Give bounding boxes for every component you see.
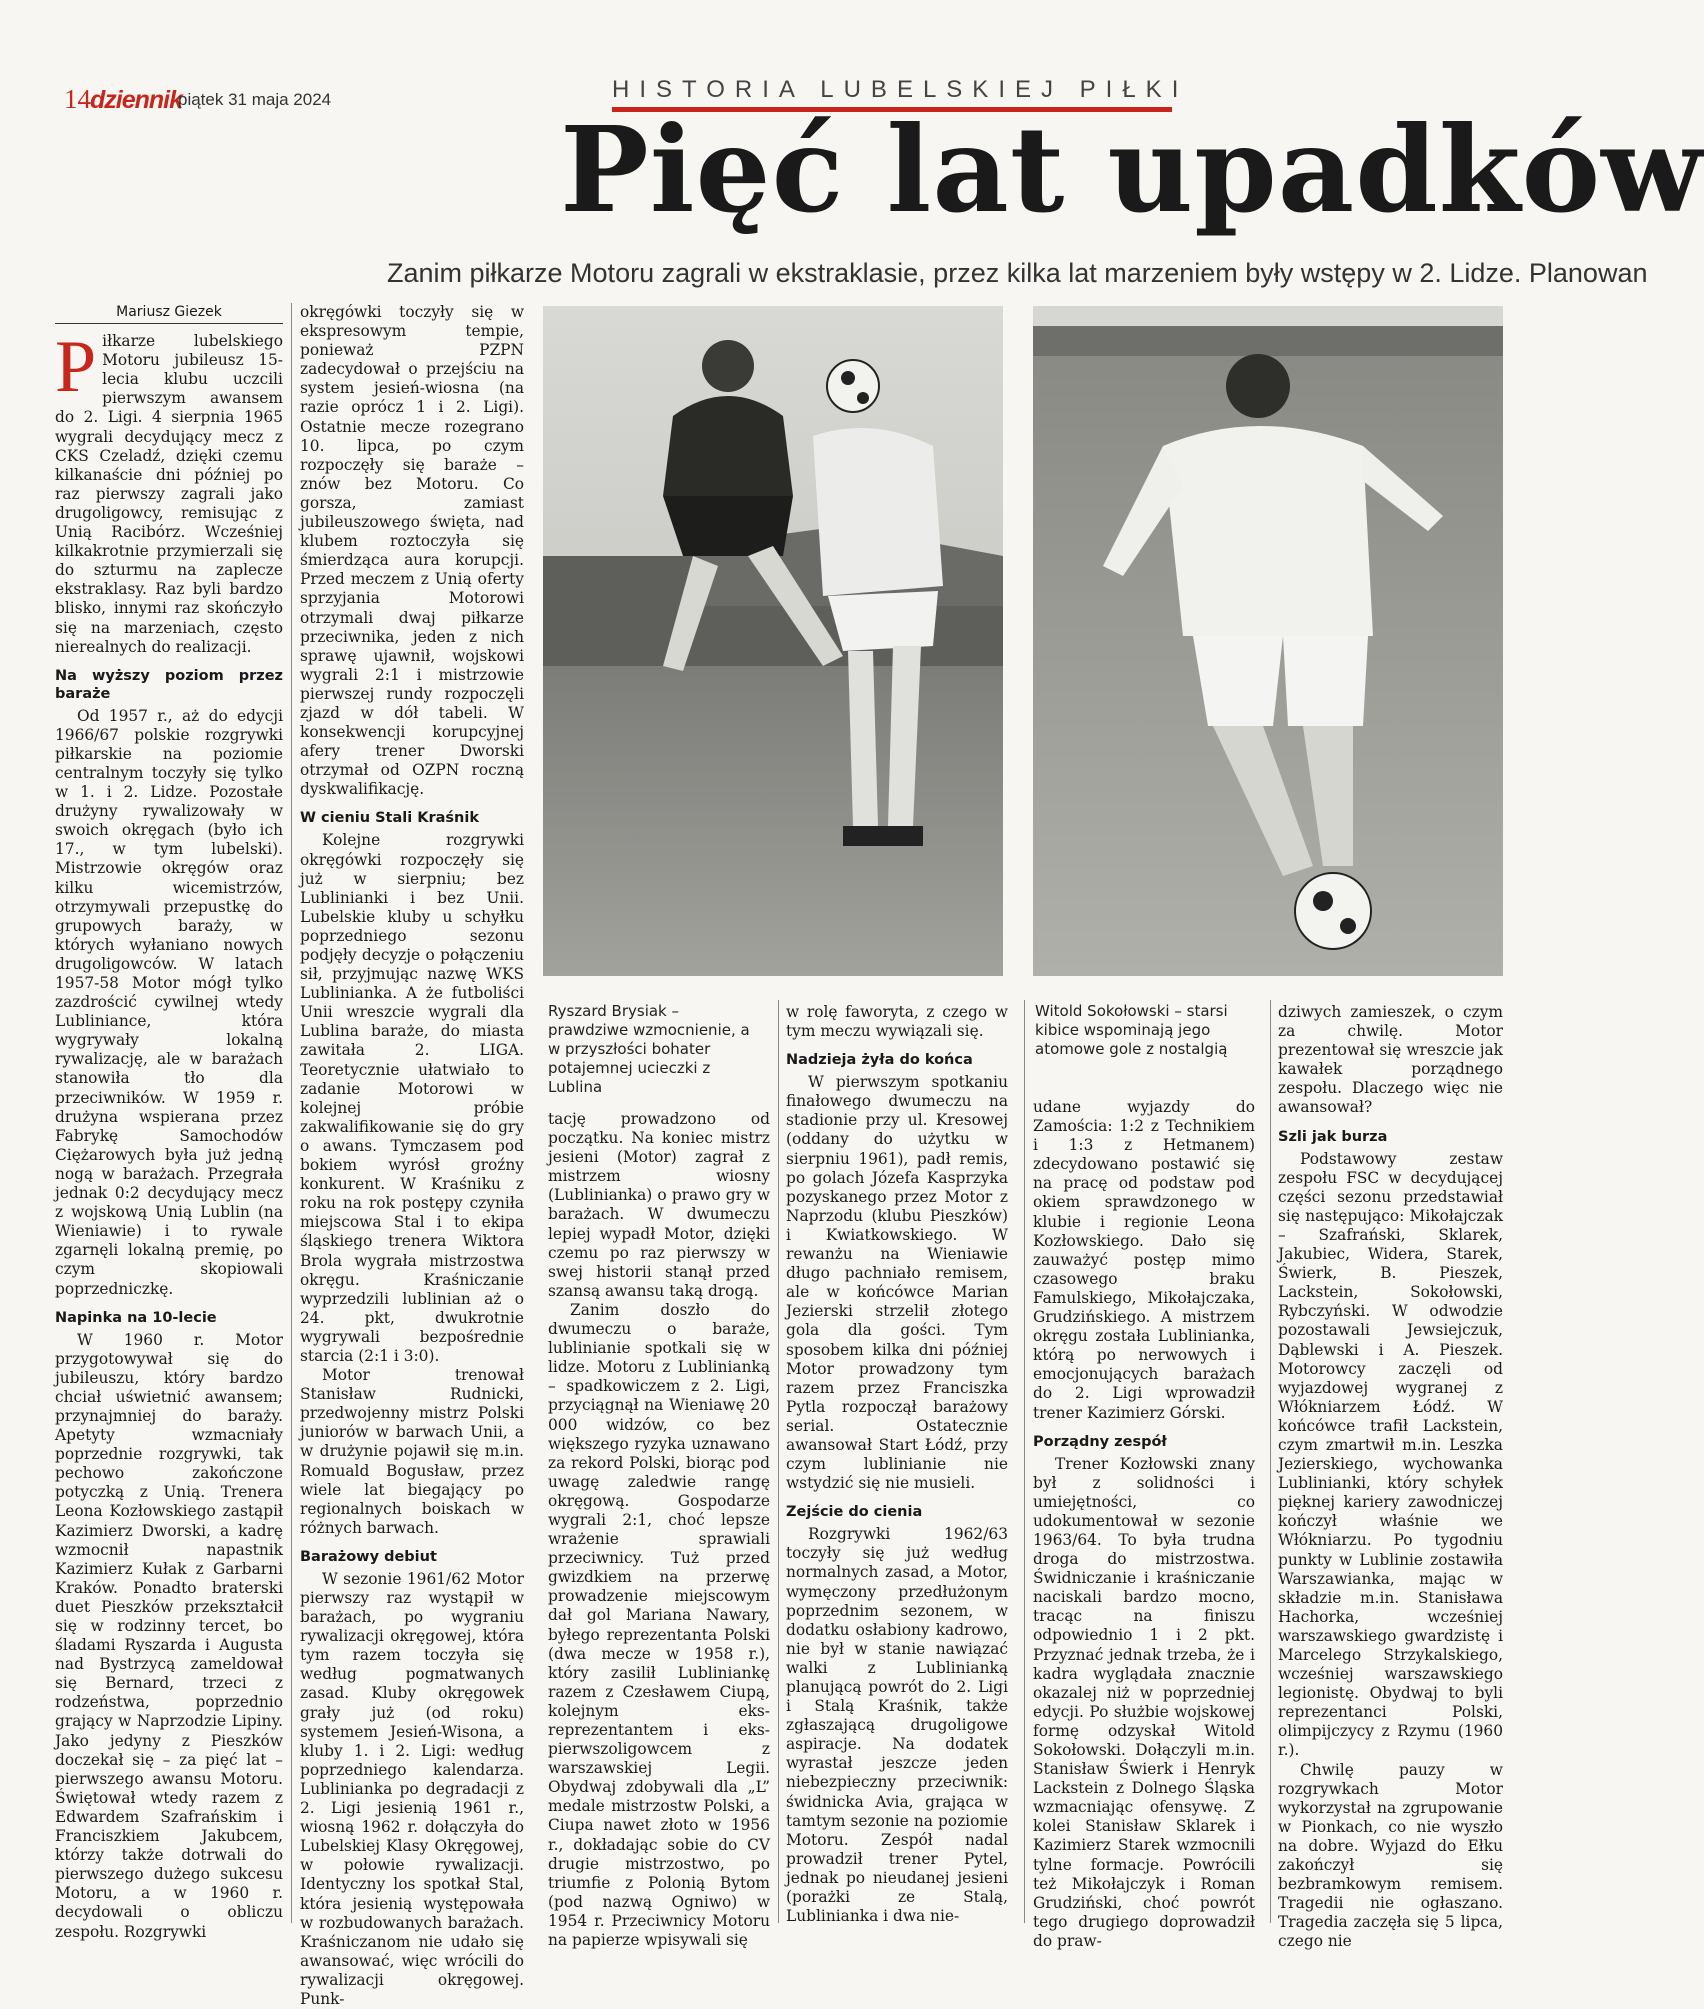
subheading: W cieniu Stali Kraśnik [300, 810, 479, 827]
paragraph: Zanim doszło do dwumeczu o baraże, lublinianie spotkali się w lidze. Motoru z Lublinianką – spadkowiczem z 2. Ligi, przyciągnął na Wieniawę 20 000 widzów, co bez większego ryzyka uznawano za rekord Polski, biorąc pod uwagę zaledwie rangę okręgową. Gospodarze wygrali 2:1, choć lepsze wrażenie sprawiali przeciwnicy. Tuż przed gwizdkiem na przerwę prowadzenie miejscowym dał gol Mariana Nawary, byłego reprezentanta Polski (dwa mecze w 1958 r.), który zasilił Lubliniankę razem z Czesławem Ciupą, kolejnym eks-reprezentantem i eks-pierwszoligowcem z warszawskiej Legii. Obydwaj zdobywali dla „L” medale mistrzostw Polski, a Ciupa nawet złoto w 1956 r., dokładając sobie do CV drugie mistrzostwo, po triumfie z Polonią Bytom (pod nazwą Ogniwo) w 1954 r. Przeciwnicy Motoru na papierze wpisywali się [548, 1300, 770, 1950]
subheading: Nadzieja żyła do końca [786, 1052, 973, 1069]
photo-ryszard-brysiak [543, 306, 1003, 976]
publication-date: piątek 31 maja 2024 [178, 90, 332, 109]
paragraph [55, 326, 283, 657]
paragraph-text: iłkarze lubelskiego Motoru jubileusz 15-lecia klubu uczcili pierwszym awansem do 2. Ligi. 4 sierpnia 1965 wygrali decydujący mecz z CKS Czeladź, dzięki czemu kilkanaście dni później po raz pierwszy zagrali jako drugoligowcy, remisując z Unią Racibórz. Wcześniej kilkakrotnie przymierzali się do szturmu na zaplecze ekstraklasy. Raz byli bardzo blisko, innymi raz skończyło się na marzeniach, często nierealnych do realizacji. [55, 332, 283, 656]
subheading: Szli jak burza [1278, 1128, 1388, 1145]
column-rule [1024, 1000, 1025, 1923]
column-rule [1270, 1000, 1271, 1923]
football-header-photo [543, 306, 1003, 976]
drop-cap: P [55, 326, 97, 409]
paragraph: Chwilę pauzy w rozgrywkach Motor wykorzystał na zgrupowanie w Pionkach, co nie wyszło na dobre. Wyjazd do Ełku zakończył się bezbramkowym remisem. Tragedii nie ogłaszano. Tragedia zaczęła się 5 lipca, czego nie [1278, 1760, 1503, 1951]
column-2 [300, 303, 524, 2009]
column-6 [1278, 1003, 1503, 1952]
paragraph: w rolę faworyta, z czego w tym meczu wywiązali się. [786, 1003, 1008, 1041]
section-title: HISTORIA LUBELSKIEJ PIŁKI [612, 76, 1189, 103]
paragraph: W 1960 r. Motor przygotowywał się do jubileuszu, który bardzo chciał uświetnić awansem; przynajmniej do baraży. Apetyty wzmacniały poprzednie rozgrywki, tak pechowo zakończone potyczką z Unią. Trenera Leona Kozłowskiego zastąpił Kazimierz Dworski, a kadrę wzmocnił napastnik Kazimierz Kułak z Garbarni Kraków. Ponadto braterski duet Pieszków przekształcił się w rodzinny tercet, bo śladami Ryszarda i Augusta nad Bystrzycą zameldował się Bernard, trzeci z rodzeństwa, poprzednio grający w Naprzodzie Lipiny. Jako jedyny z Pieszków doczekał się – za pięć lat – pierwszego awansu Motoru. Świętował wtedy razem z Edwardem Szafrańskim i Franciszkiem Jakubcem, którzy także dotrwali do pierwszego dużego sukcesu Motoru, a w 1960 r. decydowali o obliczu zespołu. Rozgrywki [55, 1330, 283, 1941]
subheading: Zejście do cienia [786, 1504, 923, 1521]
column-4 [786, 1003, 1008, 1926]
column-5 [1033, 1098, 1255, 1951]
paragraph: dziwych zamieszek, o czym za chwilę. Motor prezentował się wreszcie jak kawałek porządnego zespołu. Dlaczego więc nie awansował? [1278, 1003, 1503, 1117]
paragraph: Podstawowy zestaw zespołu FSC w decydującej części sezonu przedstawiał się następująco: Mikołajczak – Szafrański, Sklarek, Jakubiec, Widera, Starek, Świerk, B. Pieszek, Lackstein, Sokołowski, Rybczyński. W odwodzie pozostawali Jewsiejczuk, Dąblewski i A. Pieszek. Motorowcy zaczęli od wyjazdowej wygranej z Włókniarzem Łódź. W końcówce trafił Lackstein, czym zmartwił m.in. Leszka Jezierskiego, wychowanka Lublinianki, który schyłek pięknej kariery zawodniczej kończył właśnie we Włókniarzu. Po tygodniu punkty w Lublinie zostawiła Warszawianka, mając w składzie m.in. Stanisława Hachorka, wcześniej warszawskiego gwardzistę i Marcelego Strzykalskiego, wcześniej warszawskiego legionistę. Obydwaj to byli reprezentanci Polski, olimpijczycy z Rzymu (1960 r.). [1278, 1149, 1503, 1760]
subheading: Na wyższy poziom przez baraże [55, 667, 283, 702]
paragraph: Kolejne rozgrywki okręgówki rozpoczęły się już w sierpniu; bez Lublinianki i bez Unii. Lubelskie kluby u schyłku poprzedniego sezonu podjęły decyzje o połączeniu sił, przyjmując nazwę WKS Lublinianka. A że futboliści Unii wreszcie wygrali dla Lublina baraże, do miasta zawitała 2. LIGA. Teoretycznie ułatwiało to zadanie Motorowi w kolejnej próbie zakwalifikowanie się do gry o awans. Tymczasem pod bokiem wyrósł groźny konkurent. W Kraśniku z roku na rok postępy czyniła miejscowa Stal i to ekipa śląskiego trenera Wiktora Brola wygrała mistrzostwa okręgu. Kraśniczanie wyprzedzili lublinian aż o 24. pkt, dwukrotnie wygrywali bezpośrednie starcia (2:1 i 3:0). [300, 831, 524, 1365]
photo-witold-sokolowski [1033, 306, 1503, 976]
column-rule [778, 1000, 779, 1923]
photo-caption-2: Witold Sokołowski – starsi kibice wspominają jego atomowe gole z nostalgią [1035, 1002, 1228, 1058]
column-rule [291, 303, 292, 1923]
newspaper-logo: dziennik [90, 86, 183, 114]
subheading: Napinka na 10-lecie [55, 1309, 217, 1326]
column-1 [55, 303, 283, 1942]
paragraph: Trener Kozłowski znany był z solidności i umiejętności, co udokumentował w sezonie 1963/64. To była trudna droga do mistrzostwa. Świdniczanie i kraśniczanie naciskali bardzo mocno, tracąc na finiszu odpowiednio 1 i 2 pkt. Przyznać jednak trzeba, że i kadra wyglądała znacznie okazalej niż w poprzedniej edycji. Po służbie wojskowej formę odzyskał Witold Sokołowski. Dołączyli m.in. Stanisław Świerk i Henryk Lackstein z Dolnego Śląska wzmacniając ofensywę. Z kolei Stanisław Sklarek i Kazimierz Starek wzmocnili tylne formacje. Powrócili też Mikołajczyk i Roman Grudziński, choć powrót tego drugiego doprowadził do praw- [1033, 1454, 1255, 1950]
paragraph: W pierwszym spotkaniu finałowego dwumeczu na stadionie przy ul. Kresowej (oddany do użytku w sierpniu 1961), padł remis, po golach Józefa Kasprzyka pozyskanego przez Motor z Naprzodu (klubu Pieszków) i Kwiatkowskiego. W rewanżu na Wieniawie długo pachniało remisem, ale w końcówce Marian Jezierski strzelił złotego gola dla gości. Tym sposobem kilka dni później Motor prowadzony tym razem przez Franciszka Pytla rozpoczął barażowy serial. Ostatecznie awansował Start Łódź, przy czym lublinianie nie wstydzić się nie musieli. [786, 1073, 1008, 1493]
subheading: Barażowy debiut [300, 1548, 437, 1565]
author-byline: Mariusz Giezek [55, 303, 283, 324]
column-3 [548, 1110, 770, 1950]
paragraph: Rozgrywki 1962/63 toczyły się już według normalnych zasad, a Motor, wymęczony przedłużonym poprzednim sezonem, w dodatku osłabiony kadrowo, nie był w stanie nawiązać walki z Lublinianką planującą powrót do 2. Ligi i Stalą Kraśnik, także zgłaszającą drugoligowe aspiracje. Na dodatek wyrastał jeszcze jeden niebezpieczny przeciwnik: świdnicka Avia, grająca w tamtym sezonie na poziomie Motoru. Zespół nadal prowadził trener Pytel, jednak po nieudanej jesieni (porażki ze Stalą, Lublinianka i dwa nie- [786, 1525, 1008, 1926]
paragraph: udane wyjazdy do Zamościa: 1:2 z Technikiem i 1:3 z Hetmanem) zdecydowano postawić się na pracę od podstaw pod okiem sprawdzonego w klubie i regionie Leona Kozłowskiego. Dało się zauważyć postęp mimo czasowego braku Famulskiego, Mikołajczaka, Grudzińskiego. A mistrzem okręgu została Lublinianka, którą po nerwowych i emocjonujących barażach do 2. Ligi wprowadził trener Kazimierz Górski. [1033, 1098, 1255, 1422]
article-lead: Zanim piłkarze Motoru zagrali w ekstraklasie, przez kilka lat marzeniem były wstępy w 2. Lidze. Planowan [387, 258, 1648, 288]
page-number: 14 [64, 84, 91, 114]
paragraph: Motor trenował Stanisław Rudnicki, przedwojenny mistrz Polski juniorów w barwach Unii, a w drużynie pojawił się m.in. Romuald Bogusław, przez wiele lat biegający po regionalnych boiskach w różnych barwach. [300, 1366, 524, 1537]
article-title: Pięć lat upadków [560, 100, 1704, 239]
paragraph: tację prowadzono od początku. Na koniec mistrz jesieni (Motor) zagrał z mistrzem wiosny (Lublinianka) o prawo gry w barażach. W dwumeczu lepiej wypadł Motor, dzięki czemu po raz pierwszy w swej historii stanął przed szansą awansu taką drogą. [548, 1110, 770, 1300]
paragraph: okręgówki toczyły się w ekspresowym tempie, ponieważ PZPN zadecydował o przejściu na system jesień-wiosna (na razie oprócz 1 i 2. Ligi). Ostatnie mecze rozegrano 10. lipca, po czym rozpoczęły się baraże – znów bez Motoru. Co gorsza, zamiast jubileuszowego święta, nad klubem roztoczyła się śmierdząca aura korupcji. Przed meczem z Unią oferty sprzyjania Motorowi otrzymali dwaj piłkarze przeciwnika, jeden z nich sprawę ujawnił, wojskowi wygrali 2:1 i mistrzowie pierwszej rundy rozpoczęli zjazd w dół tabeli. W konsekwencji korupcyjnej afery trener Dworski otrzymał od OZPN roczną dyskwalifikację. [300, 303, 524, 799]
paragraph: Od 1957 r., aż do edycji 1966/67 polskie rozgrywki piłkarskie na poziomie centralnym toczyły się tylko w 1. i 2. Lidze. Pozostałe drużyny rywalizowały w swoich okręgach (było ich 17., w tym lubelski). Mistrzowie okręgów oraz kilku wicemistrzów, otrzymywali przepustkę do grupowych baraży, w których wyłaniano nowych drugoligowców. W latach 1957-58 Motor mógł tylko zazdrościć cywilnej wtedy Lubliniance, która wygrywały lokalną rywalizację, ale w barażach stanowiła tło dla przeciwników. W 1959 r. drużyna wspierana przez Fabrykę Samochodów Ciężarowych była już jedną nogą w barażach. Przegrała jednak 0:2 decydujący mecz z wojskową Unią Lublin (na Wieniawie) i to rywale zgarnęli lokalną premię, po czym skopiowali poprzedniczkę. [55, 706, 283, 1298]
subheading: Porządny zespół [1033, 1433, 1167, 1450]
football-dribble-photo [1033, 306, 1503, 976]
photo-caption-1: Ryszard Brysiak – prawdziwe wzmocnienie, a w przyszłości bohater potajemnej ucieczki z Lublina [548, 1002, 750, 1096]
paragraph: W sezonie 1961/62 Motor pierwszy raz wystąpił w barażach, po wygraniu rywalizacji okręgowej, która tym razem toczyła się według pogmatwanych zasad. Kluby okręgowek grały już (od roku) systemem Jesień-Wisona, a kluby 1. i 2. Ligi: według poprzedniego kalendarza. Lublinianka po degradacji z 2. Ligi jesienią 1961 r., wiosną 1962 r. dołączyła do Lubelskiej Klasy Okręgowej, w połowie rywalizacji. Identyczny los spotkał Stal, która jesienią występowała w rozbudowanych barażach. Kraśniczanom nie udało się awansować, więc wrócili do rywalizacji okręgowej. Punk- [300, 1569, 524, 2008]
